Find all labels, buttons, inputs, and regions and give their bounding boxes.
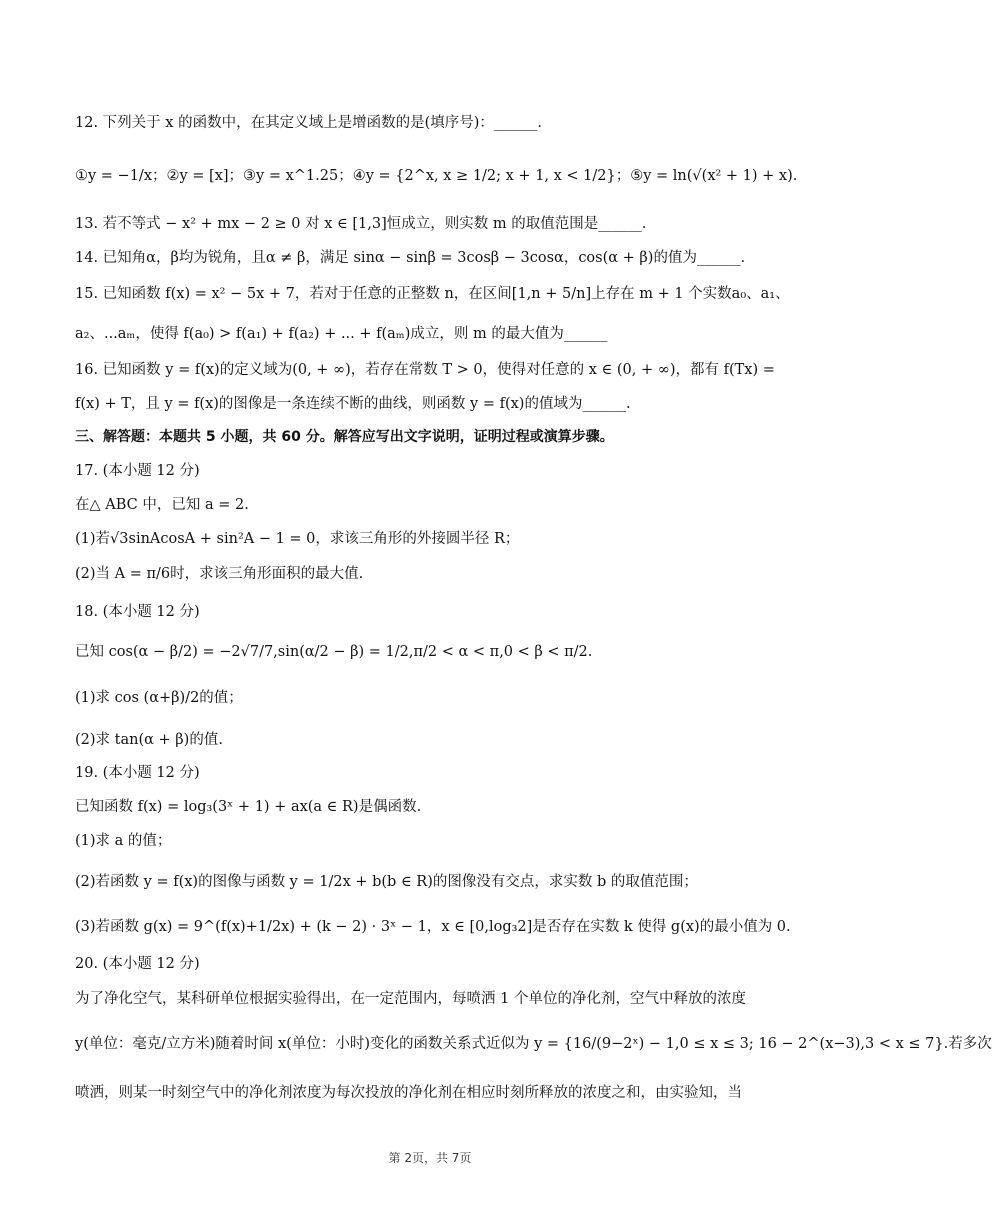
page-footer: 第 2页，共 7页 — [388, 1151, 472, 1165]
q17-title: 17. (本小题 12 分) — [75, 463, 200, 479]
q18-part2: (2)求 tan(α + β)的值. — [75, 732, 223, 748]
q15-stem-line2: a₂、...aₘ，使得 f(a₀) > f(a₁) + f(a₂) + ... + f(aₘ)成立，则 m 的最大值为______ — [75, 326, 608, 342]
q20-title: 20. (本小题 12 分) — [75, 956, 200, 972]
q14-stem: 14. 已知角α，β均为锐角，且α ≠ β，满足 sinα − sinβ = 3cosβ − 3cosα，cos(α + β)的值为______. — [75, 250, 746, 266]
q18-title: 18. (本小题 12 分) — [75, 604, 200, 620]
q18-given: 已知 cos(α − β/2) = −2√7/7,sin(α/2 − β) = 1/2,π/2 < α < π,0 < β < π/2. — [75, 644, 593, 660]
q13-stem: 13. 若不等式 − x² + mx − 2 ≥ 0 对 x ∈ [1,3]恒成立，则实数 m 的取值范围是______. — [75, 216, 647, 232]
q20-stem-line2: y(单位：毫克/立方米)随着时间 x(单位：小时)变化的函数关系式近似为 y = {16/(9−2ˣ) − 1,0 ≤ x ≤ 3; 16 − 2^(x−3),3 < x ≤ 7}.若多次 — [75, 1036, 992, 1052]
q16-stem-line2: f(x) + T，且 y = f(x)的图像是一条连续不断的曲线，则函数 y = f(x)的值域为______. — [75, 396, 631, 412]
q18-part1: (1)求 cos (α+β)/2的值； — [75, 690, 243, 706]
q20-stem-line1: 为了净化空气，某科研单位根据实验得出，在一定范围内，每喷洒 1 个单位的净化剂，空气中释放的浓度 — [75, 991, 746, 1007]
q19-part3: (3)若函数 g(x) = 9^(f(x)+1/2x) + (k − 2) · 3ˣ − 1，x ∈ [0,log₃2]是否存在实数 k 使得 g(x)的最小值为 0. — [75, 919, 791, 935]
section-heading: 三、解答题：本题共 5 小题，共 60 分。解答应写出文字说明，证明过程或演算步骤。 — [75, 429, 614, 445]
q17-part2: (2)当 A = π/6时，求该三角形面积的最大值. — [75, 566, 364, 582]
q12-options: ①y = −1/x；②y = [x]；③y = x^1.25；④y = {2^x, x ≥ 1/2; x + 1, x < 1/2}；⑤y = ln(√(x² + 1) + x). — [75, 168, 798, 184]
q15-stem-line1: 15. 已知函数 f(x) = x² − 5x + 7，若对于任意的正整数 n，在区间[1,n + 5/n]上存在 m + 1 个实数a₀、a₁、 — [75, 286, 790, 302]
q17-part1: (1)若√3sinAcosA + sin²A − 1 = 0，求该三角形的外接圆半径 R； — [75, 531, 520, 547]
q19-part1: (1)求 a 的值； — [75, 833, 172, 849]
q16-stem-line1: 16. 已知函数 y = f(x)的定义域为(0, + ∞)，若存在常数 T > 0，使得对任意的 x ∈ (0, + ∞)，都有 f(Tx) = — [75, 362, 775, 378]
q17-given: 在△ ABC 中，已知 a = 2. — [75, 497, 249, 513]
q19-part2: (2)若函数 y = f(x)的图像与函数 y = 1/2x + b(b ∈ R)的图像没有交点，求实数 b 的取值范围； — [75, 874, 698, 890]
q19-title: 19. (本小题 12 分) — [75, 765, 200, 781]
q20-stem-line3: 喷洒，则某一时刻空气中的净化剂浓度为每次投放的净化剂在相应时刻所释放的浓度之和，由实验知，当 — [75, 1085, 742, 1101]
q12-stem: 12. 下列关于 x 的函数中，在其定义域上是增函数的是(填序号)：______. — [75, 115, 542, 131]
q19-given: 已知函数 f(x) = log₃(3ˣ + 1) + ax(a ∈ R)是偶函数. — [75, 799, 422, 815]
